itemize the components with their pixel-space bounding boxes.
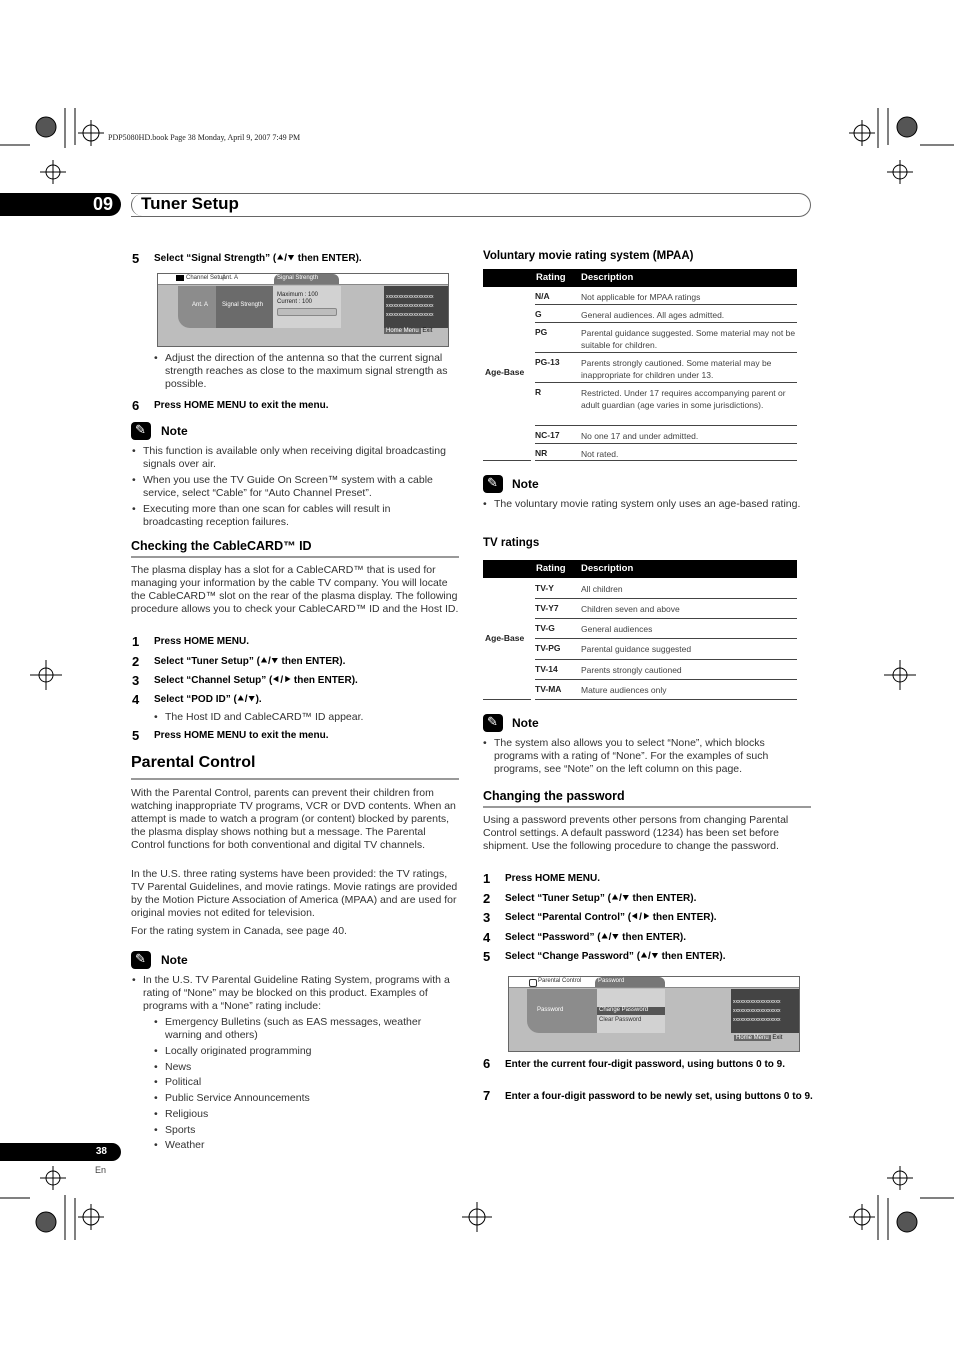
file-info: PDP5080HD.book Page 38 Monday, April 9, 2007 7:49 PM [108,133,301,142]
table-row: NR Not rated. [535,444,797,461]
table-row: TV-14 Parents strongly cautioned [535,660,797,680]
table-row: TV-G General audiences [535,619,797,639]
password-heading: Changing the password [483,789,625,803]
age-base-label: Age-Base [485,367,525,377]
paragraph: In the U.S. three rating systems have been provided: the TV ratings, TV Parental Guidelines, and movie ratings. Movie ratings are provided by the Motion Picture Association of America (MPAA) and are used for original movies not edited for television. [131,868,458,919]
divider [131,778,459,780]
table-row: TV-Y7 Children seven and above [535,599,797,619]
paragraph: For the rating system in Canada, see page 40. [131,925,347,937]
table-row: R Restricted. Under 17 requires accompanying parent or adult guardian (age varies in some jurisdictions). [535,383,797,426]
divider [483,806,811,808]
signal-strength-osd: Channel Setup Ant. A Signal Strength Ant. A Signal Strength Maximum : 100 Current : 100 xxxxxxxxxxxxxxxxxxx xxxxxxxxxxxxxxxxxxx xxxxxxxxxxxxxxxxxxx Home Menu Exit [157,273,449,347]
chapter-number: 09 [92,194,113,214]
table-row: TV-MA Mature audiences only [535,680,797,700]
cablecard-intro: The plasma display has a slot for a CableCARD™ that is used for managing your information by the cable TV company. You will locate the CableCARD™ slot on the rear of the plasma display. The following procedure allows you to check your CableCARD™ ID and the Host ID. [131,564,459,615]
note-label: Note [161,953,188,967]
page-tab [0,1143,121,1161]
parental-heading: Parental Control [131,754,256,771]
table-row: G General audiences. All ages admitted. [535,305,797,323]
table-row: PG Parental guidance suggested. Some material may not be suitable for children. [535,323,797,353]
page-number: 38 [95,1146,107,1157]
paragraph: With the Parental Control, parents can prevent their children from watching inappropriate TV programs, VCR or DVD contents. When an attempt is made to watch a program (or content) blocked by parents, the plasma display shows nothing but a message. The Parental Control functions for both conventional and digital TV channels. [131,787,456,851]
password-osd: Parental Control Password Password Change Password Clear Password xxxxxxxxxxxxxxxxxxx xxxxxxxxxxxxxxxxxxx xxxxxxxxxxxxxxxxxxx Home Menu Exit [508,976,800,1052]
note-label: Note [161,424,188,438]
divider [483,699,531,700]
divider [131,556,459,558]
note-icon [131,951,151,969]
note-icon [483,475,503,493]
chapter-tab [0,193,121,216]
chapter-header [131,193,811,217]
table-row: N/A Not applicable for MPAA ratings [535,287,797,305]
table-row: TV-Y All children [535,579,797,599]
note-label: Note [512,716,539,730]
cablecard-heading: Checking the CableCARD™ ID [131,539,312,553]
table-header: Rating Description [483,560,797,578]
mpaa-heading: Voluntary movie rating system (MPAA) [483,250,694,262]
password-intro: Using a password prevents other persons from changing Parental Control settings. A default password (1234) has been set before shipment. Use the following procedure to change the password. [483,814,789,852]
note-icon [483,714,503,732]
note-icon [131,422,151,440]
table-row: NC-17 No one 17 and under admitted. [535,426,797,444]
table-header: Rating Description [483,269,797,287]
tv-ratings-heading: TV ratings [483,537,540,549]
age-base-label: Age-Base [485,633,525,643]
table-row: TV-PG Parental guidance suggested [535,639,797,660]
table-row: PG-13 Parents strongly cautioned. Some material may be inappropriate for children under 13. [535,353,797,383]
chapter-title: Tuner Setup [141,194,239,213]
divider [483,460,531,461]
note-label: Note [512,477,539,491]
language-label: En [95,1165,107,1175]
